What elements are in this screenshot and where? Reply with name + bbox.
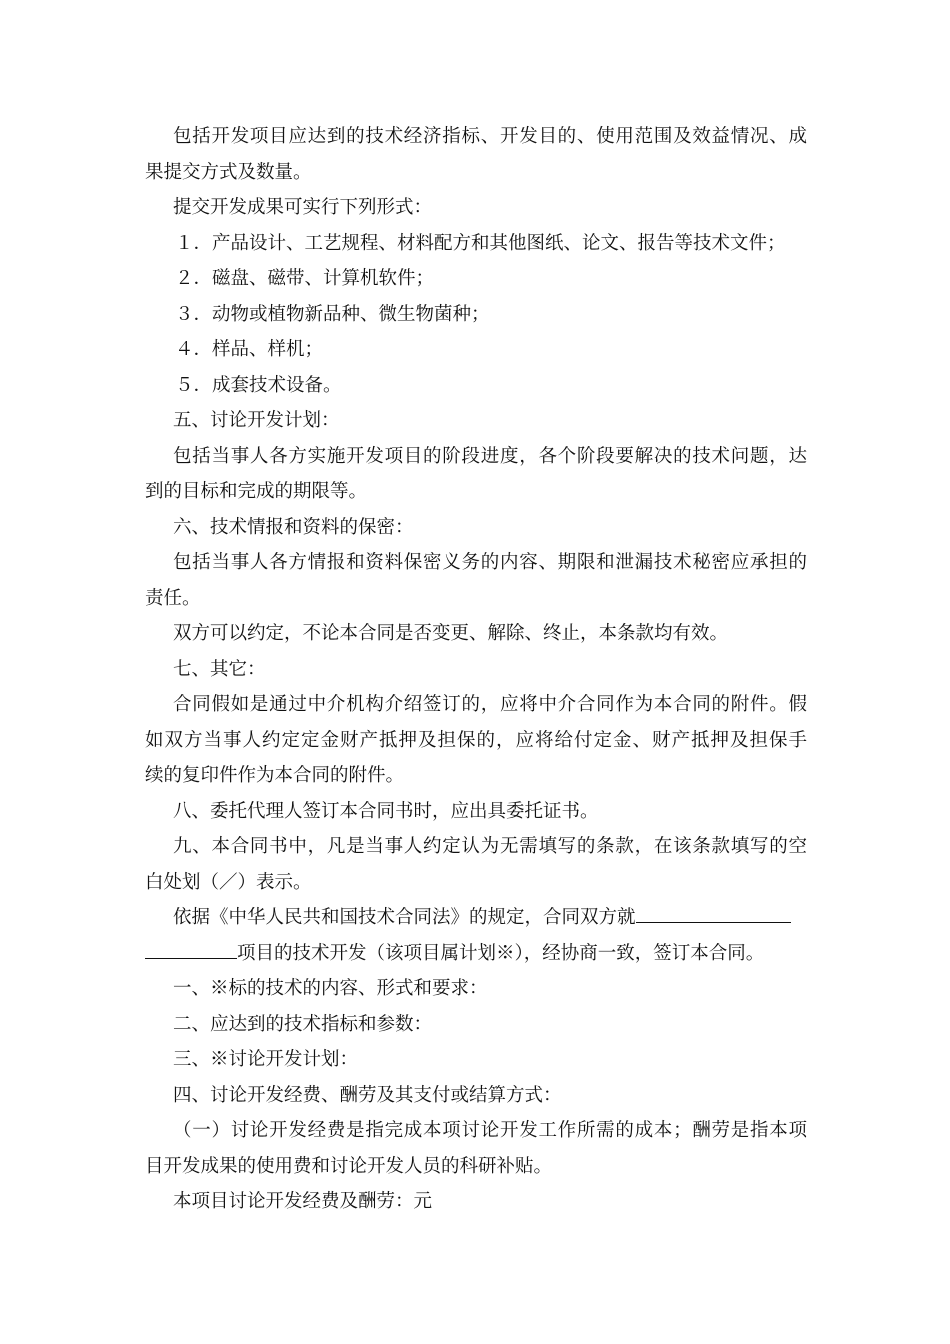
paragraph-line: 包括开发项目应达到的技术经济指标、开发目的、使用范围及效益情况、成: [173, 126, 807, 147]
section-heading: 八、委托代理人签订本合同书时，应出具委托证书。: [173, 800, 599, 822]
paragraph-line: 白处划（／）表示。: [145, 871, 312, 893]
section-heading: 三、※讨论开发计划：: [173, 1049, 359, 1070]
paragraph-line: 双方可以约定，不论本合同是否变更、解除、终止，本条款均有效。: [173, 623, 729, 644]
contract-body-text: [145, 119, 807, 1220]
paragraph-line: 果提交方式及数量。: [145, 161, 312, 183]
paragraph-line: （一）讨论开发经费是指完成本项讨论开发工作所需的成本；酬劳是指本项: [173, 1120, 807, 1141]
list-item: ３．动物或植物新品种、微生物菌种；: [175, 303, 490, 325]
fill-in-blank: [145, 936, 237, 959]
section-heading: 一、※标的技术的内容、形式和要求：: [173, 978, 488, 999]
paragraph-line: 到的目标和完成的期限等。: [145, 481, 368, 502]
list-item: １．产品设计、工艺规程、材料配方和其他图纸、论文、报告等技术文件；: [175, 232, 786, 254]
section-heading: 四、讨论开发经费、酬劳及其支付或结算方式：: [173, 1084, 562, 1106]
section-heading: 二、应达到的技术指标和参数：: [173, 1013, 433, 1035]
paragraph-line: 合同假如是通过中介机构介绍签订的，应将中介合同作为本合同的附件。假: [173, 694, 807, 715]
paragraph-line: 如双方当事人约定定金财产抵押及担保的，应将给付定金、财产抵押及担保手: [145, 729, 807, 751]
paragraph-line: 包括当事人各方实施开发项目的阶段进度，各个阶段要解决的技术问题，达: [173, 445, 807, 467]
paragraph-line: 提交开发成果可实行下列形式：: [173, 197, 433, 218]
paragraph-line: 责任。: [145, 587, 201, 609]
list-item: ２．磁盘、磁带、计算机软件；: [175, 268, 435, 289]
paragraph-line: [145, 936, 807, 972]
section-heading: 六、技术情报和资料的保密：: [173, 516, 414, 538]
paragraph-text: 依据《中华人民共和国技术合同法》的规定，合同双方就: [173, 907, 636, 928]
paragraph-line: 目开发成果的使用费和讨论开发人员的科研补贴。: [145, 1155, 553, 1177]
paragraph-line: [145, 900, 807, 936]
paragraph-line: 本项目讨论开发经费及酬劳：元: [173, 1191, 433, 1212]
fill-in-blank: [636, 900, 791, 923]
section-heading: 五、讨论开发计划：: [173, 410, 340, 431]
list-item: ４．样品、样机；: [175, 339, 324, 360]
section-heading: 七、其它：: [173, 658, 266, 680]
paragraph-line: 包括当事人各方情报和资料保密义务的内容、期限和泄漏技术秘密应承担的: [173, 552, 807, 573]
paragraph-text: 项目的技术开发（该项目属计划※），经协商一致，签订本合同。: [237, 942, 765, 964]
paragraph-line: 续的复印件作为本合同的附件。: [145, 765, 405, 786]
section-heading: 九、本合同书中，凡是当事人约定认为无需填写的条款，在该条款填写的空: [173, 836, 807, 857]
list-item: ５．成套技术设备。: [175, 374, 342, 396]
